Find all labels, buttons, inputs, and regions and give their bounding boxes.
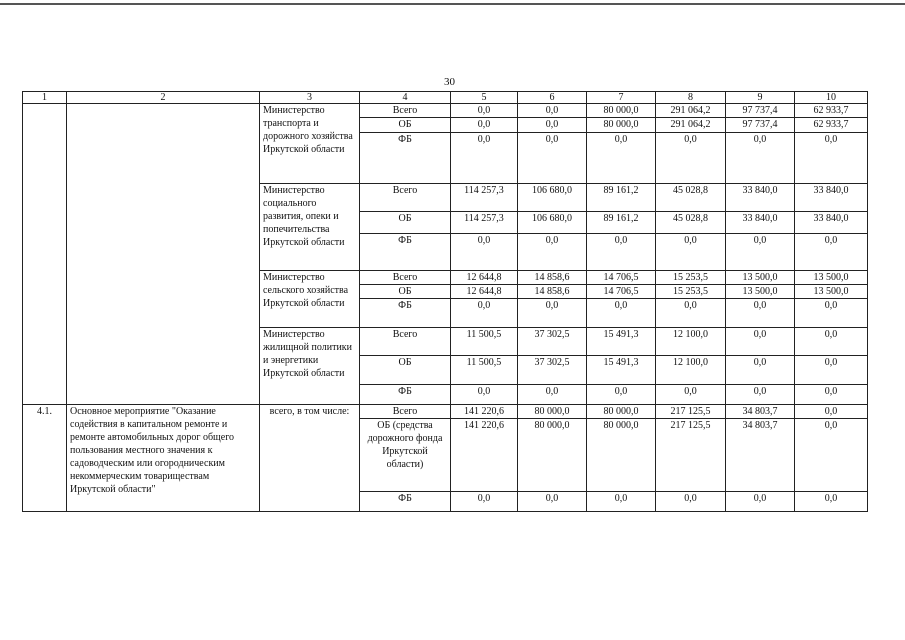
funding-type: Всего [360,104,451,118]
funding-type: ОБ (средства дорожного фонда Иркутской области) [360,419,451,492]
amount-cell: 12 100,0 [656,356,726,385]
amount-cell: 0,0 [795,328,868,356]
amount-cell: 13 500,0 [726,271,795,285]
amount-cell: 80 000,0 [587,118,656,133]
amount-cell: 89 161,2 [587,184,656,212]
amount-cell: 141 220,6 [451,419,518,492]
column-number: 8 [656,92,726,104]
funding-type: ОБ [360,118,451,133]
amount-cell: 80 000,0 [587,419,656,492]
measure-number: 4.1. [23,405,67,512]
amount-cell: 14 706,5 [587,271,656,285]
amount-cell: 80 000,0 [518,419,587,492]
amount-cell: 291 064,2 [656,118,726,133]
amount-cell: 80 000,0 [587,405,656,419]
amount-cell: 0,0 [795,405,868,419]
amount-cell: 114 257,3 [451,184,518,212]
column-number: 2 [67,92,260,104]
amount-cell: 89 161,2 [587,212,656,234]
funding-type: ФБ [360,299,451,328]
amount-cell: 80 000,0 [518,405,587,419]
funding-type: ФБ [360,234,451,271]
amount-cell: 14 858,6 [518,285,587,299]
page-number: 30 [444,76,455,88]
amount-cell: 15 491,3 [587,328,656,356]
amount-cell: 0,0 [518,385,587,405]
amount-cell: 0,0 [518,118,587,133]
funding-type: ФБ [360,385,451,405]
agency-row [23,104,868,118]
amount-cell: 0,0 [795,356,868,385]
amount-cell: 34 803,7 [726,405,795,419]
amount-cell: 0,0 [587,299,656,328]
amount-cell: 45 028,8 [656,212,726,234]
funding-type: ОБ [360,212,451,234]
funding-type: Всего [360,184,451,212]
amount-cell: 0,0 [656,133,726,184]
top-border-line [0,3,905,5]
amount-cell: 106 680,0 [518,212,587,234]
amount-cell: 0,0 [451,299,518,328]
amount-cell: 11 500,5 [451,328,518,356]
amount-cell: 217 125,5 [656,405,726,419]
amount-cell: 15 253,5 [656,285,726,299]
amount-cell: 37 302,5 [518,328,587,356]
amount-cell: 0,0 [451,492,518,512]
column-number: 1 [23,92,67,104]
agency-name: Министерство сельского хозяйства Иркутской области [260,271,360,328]
amount-cell: 0,0 [795,385,868,405]
agency-name: Министерство жилищной политики и энергетики Иркутской области [260,328,360,405]
amount-cell: 0,0 [451,234,518,271]
amount-cell: 14 858,6 [518,271,587,285]
amount-cell: 0,0 [726,328,795,356]
amount-cell: 106 680,0 [518,184,587,212]
amount-cell: 0,0 [656,492,726,512]
measure-title: Основное мероприятие "Оказание содействия в капитальном ремонте и ремонте автомобильных дорог общего пользования местного значения к садоводческим или огородническим некоммерческим товариществам Иркутской области" [67,405,260,512]
column-number: 10 [795,92,868,104]
amount-cell: 0,0 [587,385,656,405]
amount-cell: 0,0 [726,492,795,512]
budget-table [22,91,868,512]
amount-cell: 14 706,5 [587,285,656,299]
amount-cell: 0,0 [726,133,795,184]
amount-cell: 0,0 [656,385,726,405]
amount-cell: 33 840,0 [726,212,795,234]
amount-cell: 62 933,7 [795,118,868,133]
amount-cell: 0,0 [518,234,587,271]
amount-cell: 80 000,0 [587,104,656,118]
column-number: 6 [518,92,587,104]
amount-cell: 0,0 [726,385,795,405]
amount-cell: 0,0 [656,299,726,328]
agency-name: Министерство социального развития, опеки и попечительства Иркутской области [260,184,360,271]
amount-cell: 34 803,7 [726,419,795,492]
column-number-row [23,92,868,104]
amount-cell: 62 933,7 [795,104,868,118]
amount-cell: 0,0 [726,299,795,328]
amount-cell: 12 644,8 [451,285,518,299]
number-cell [23,104,67,405]
amount-cell: 13 500,0 [795,285,868,299]
amount-cell: 15 253,5 [656,271,726,285]
amount-cell: 0,0 [726,234,795,271]
funding-type: ОБ [360,285,451,299]
amount-cell: 11 500,5 [451,356,518,385]
amount-cell: 291 064,2 [656,104,726,118]
amount-cell: 37 302,5 [518,356,587,385]
amount-cell: 0,0 [451,133,518,184]
measure-executor: всего, в том числе: [260,405,360,512]
amount-cell: 0,0 [587,133,656,184]
amount-cell: 0,0 [451,385,518,405]
budget-table-body [23,92,868,512]
column-number: 4 [360,92,451,104]
measure-cell [67,104,260,405]
amount-cell: 33 840,0 [795,184,868,212]
amount-cell: 0,0 [795,234,868,271]
amount-cell: 97 737,4 [726,118,795,133]
funding-type: ФБ [360,133,451,184]
amount-cell: 0,0 [587,492,656,512]
amount-cell: 0,0 [518,492,587,512]
funding-type: ФБ [360,492,451,512]
amount-cell: 13 500,0 [795,271,868,285]
amount-cell: 0,0 [518,299,587,328]
amount-cell: 0,0 [451,118,518,133]
column-number: 7 [587,92,656,104]
amount-cell: 217 125,5 [656,419,726,492]
amount-cell: 97 737,4 [726,104,795,118]
amount-cell: 114 257,3 [451,212,518,234]
amount-cell: 13 500,0 [726,285,795,299]
funding-type: Всего [360,328,451,356]
column-number: 5 [451,92,518,104]
amount-cell: 0,0 [656,234,726,271]
agency-name: Министерство транспорта и дорожного хозяйства Иркутской области [260,104,360,184]
amount-cell: 33 840,0 [726,184,795,212]
funding-type: ОБ [360,356,451,385]
amount-cell: 12 644,8 [451,271,518,285]
amount-cell: 0,0 [451,104,518,118]
amount-cell: 15 491,3 [587,356,656,385]
amount-cell: 0,0 [518,104,587,118]
measure-row [23,405,868,419]
amount-cell: 0,0 [795,492,868,512]
amount-cell: 0,0 [795,419,868,492]
amount-cell: 0,0 [795,299,868,328]
column-number: 9 [726,92,795,104]
amount-cell: 45 028,8 [656,184,726,212]
amount-cell: 0,0 [587,234,656,271]
amount-cell: 141 220,6 [451,405,518,419]
amount-cell: 33 840,0 [795,212,868,234]
column-number: 3 [260,92,360,104]
amount-cell: 0,0 [795,133,868,184]
amount-cell: 0,0 [726,356,795,385]
amount-cell: 12 100,0 [656,328,726,356]
funding-type: Всего [360,271,451,285]
funding-type: Всего [360,405,451,419]
amount-cell: 0,0 [518,133,587,184]
